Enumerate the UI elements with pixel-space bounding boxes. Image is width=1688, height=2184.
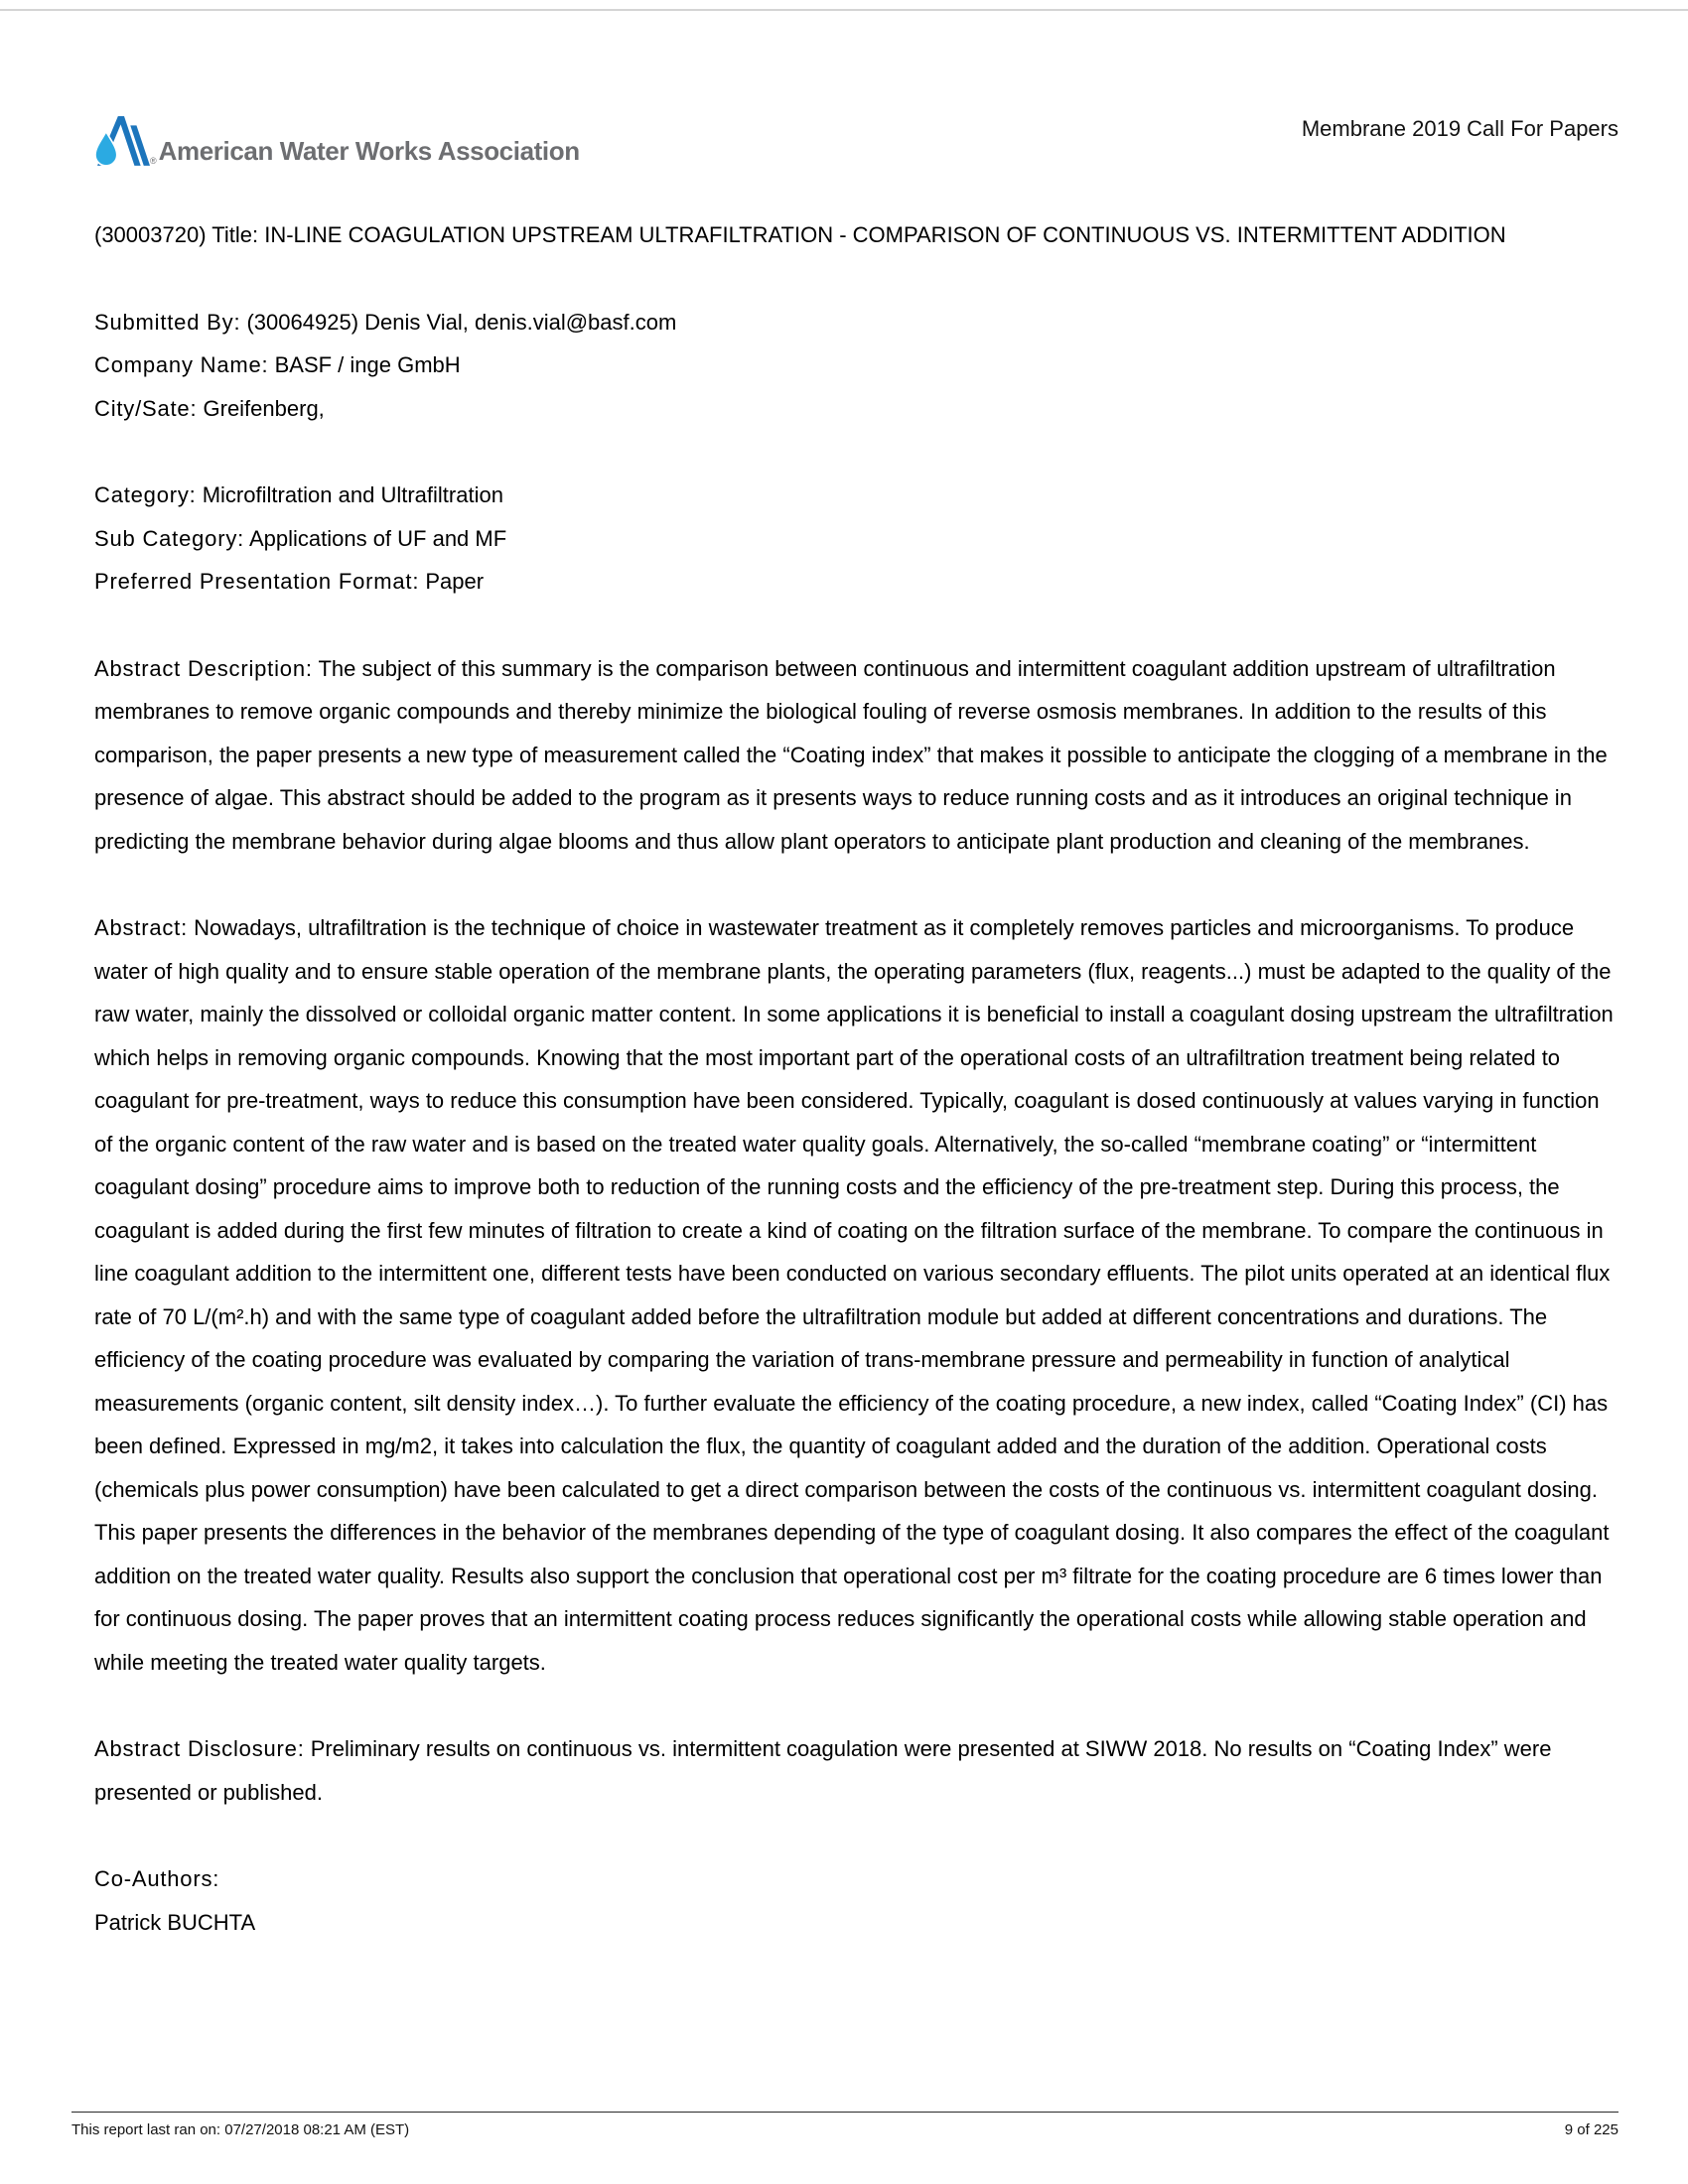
abstract-description-block (94, 647, 1618, 864)
content (0, 301, 1688, 1945)
submitted-by-label: Submitted By: (94, 309, 241, 335)
category-value: Microfiltration and Ultrafiltration (202, 482, 503, 507)
sub-category-line (94, 517, 1618, 561)
submitted-by-line (94, 301, 1618, 344)
company-name-label: Company Name: (94, 352, 269, 377)
header (0, 0, 1688, 168)
presentation-format-line (94, 560, 1618, 604)
company-name-line (94, 343, 1618, 387)
category-line (94, 474, 1618, 517)
city-state-label: City/Sate: (94, 395, 198, 421)
presentation-format-value: Paper (425, 569, 485, 594)
city-state-value: Greifenberg, (203, 395, 325, 421)
presentation-format-label: Preferred Presentation Format: (94, 569, 420, 594)
abstract-title-line: (30003720) Title: IN-LINE COAGULATION UPSTREAM ULTRAFILTRATION - COMPARISON OF CONTINUOUS VS. INTERMITTENT ADDITION (94, 222, 1506, 247)
co-author-name: Patrick BUCHTA (94, 1909, 256, 1935)
abstract-paragraph (94, 906, 1618, 1684)
sub-category-label: Sub Category: (94, 525, 245, 551)
submission-info-block (94, 301, 1618, 431)
abstract-disclosure-text: Preliminary results on continuous vs. intermittent coagulation were presented at SIWW 2018. No results on “Coating Index” were presented or published. (94, 1736, 1552, 1805)
city-state-line (94, 387, 1618, 431)
classification-block (94, 474, 1618, 604)
abstract-block (94, 906, 1618, 1684)
abstract-disclosure-paragraph (94, 1727, 1618, 1814)
footer (71, 2112, 1618, 2138)
abstract-text: Nowadays, ultrafiltration is the technique of choice in wastewater treatment as it completely removes particles and microorganisms. To produce water of high quality and to ensure stable operation of the membrane plants, the operating parameters (flux, reagents...) must be adapted to the quality of the raw water, mainly the dissolved or colloidal organic matter content. In some applications it is beneficial to install a coagulant dosing upstream the ultrafiltration which helps in removing organic compounds. Knowing that the most important part of the operational costs of an ultrafiltration treatment being related to coagulant for pre-treatment, ways to reduce this consumption have been considered. Typically, coagulant is dosed continuously at values varying in function of the organic content of the raw water and is based on the treated water quality goals. Alternatively, the so-called “membrane coating” or “intermittent coagulant dosing” procedure aims to improve both to reduction of the running costs and the efficiency of the pre-treatment step. During this process, the coagulant is added during the first few minutes of filtration to create a kind of coating on the filtration surface of the membrane. To compare the continuous in line coagulant addition to the intermittent one, different tests have been conducted on various secondary effluents. The pilot units operated at an identical flux rate of 70 L/(m².h) and with the same type of coagulant added before the ultrafiltration module but added at different concentrations and durations. The efficiency of the coating procedure was evaluated by comparing the variation of trans-membrane pressure and permeability in function of analytical measurements (organic content, silt density index…). To further evaluate the efficiency of the coating procedure, a new index, called “Coating Index” (CI) has been defined. Expressed in mg/m2, it takes into calculation the flux, the quantity of coagulant added and the duration of the addition. Operational costs (chemicals plus power consumption) have been calculated to get a direct comparison between the costs of the continuous vs. intermittent coagulant dosing. This paper presents the differences in the behavior of the membranes depending of the type of coagulant dosing. It also compares the effect of the coagulant addition on the treated water quality. Results also support the conclusion that operational cost per m³ filtrate for the coating procedure are 6 times lower than for continuous dosing. The paper proves that an intermittent coating process reduces significantly the operational costs while allowing stable operation and while meeting the treated water quality targets. (94, 915, 1614, 1675)
company-name-value: BASF / inge GmbH (274, 352, 461, 377)
abstract-disclosure-block (94, 1727, 1618, 1814)
abstract-description-label: Abstract Description: (94, 655, 313, 681)
logo-text: American Water Works Association (158, 136, 580, 166)
abstract-description-paragraph (94, 647, 1618, 864)
abstract-description-text: The subject of this summary is the comparison between continuous and intermittent coagulant addition upstream of ultrafiltration membranes to remove organic compounds and thereby minimize the biological fouling of reverse osmosis membranes. In addition to the results of this comparison, the paper presents a new type of measurement called the “Coating index” that makes it possible to anticipate the clogging of a membrane in the presence of algae. This abstract should be added to the program as it presents ways to reduce running costs and as it introduces an original technique in predicting the membrane behavior during algae blooms and thus allow plant operators to anticipate plant production and cleaning of the membranes. (94, 655, 1608, 854)
footer-page-number: 9 of 225 (1564, 2121, 1618, 2138)
co-authors-label: Co-Authors: (94, 1866, 220, 1891)
registered-trademark-icon: ® (150, 156, 157, 166)
submitted-by-value: (30064925) Denis Vial, denis.vial@basf.com (246, 309, 677, 335)
abstract-disclosure-label: Abstract Disclosure: (94, 1736, 305, 1761)
report-title: Membrane 2019 Call For Papers (1301, 116, 1618, 141)
awwa-logo (92, 114, 580, 168)
category-label: Category: (94, 482, 197, 507)
abstract-label: Abstract: (94, 915, 189, 940)
page-top-rule (0, 9, 1688, 11)
footer-last-ran: This report last ran on: 07/27/2018 08:21 AM (EST) (71, 2121, 410, 2138)
co-authors-block (94, 1857, 1618, 1944)
water-drop-icon (92, 114, 154, 168)
sub-category-value: Applications of UF and MF (248, 525, 507, 551)
